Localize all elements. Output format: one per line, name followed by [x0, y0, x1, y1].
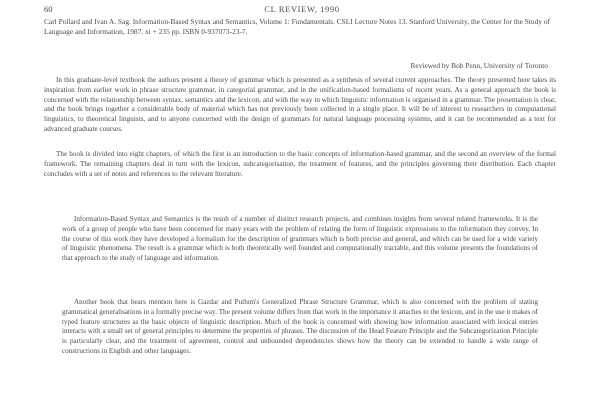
- page-number: 60: [44, 4, 53, 14]
- review-citation: Carl Pollard and Ivan A. Sag. Information-Based Syntax and Semantics, Volume 1: Fundamentals. CSLI Lecture Notes 13. Stanford University, the Center for the Study of Language and Information, 1987. xi + 235 pp. ISBN 0-937073-23-7.: [44, 17, 550, 36]
- running-head: CL REVIEW, 1990: [264, 4, 340, 14]
- reviewer-line: Reviewed by Bob Penn, University of Toronto: [410, 61, 548, 70]
- page-header: [44, 4, 560, 16]
- block-quote: Another book that bears mention here is Gazdar and Pullum's Generalized Phrase Structure Grammar, which is also concerned with the problem of stating grammatical generalisations in a formally precise way. The present volume differs from that work in the importance it attaches to the lexicon, and in the use it makes of typed feature structures as the basic objects of linguistic description. Much of the book is concerned with showing how information associated with lexical entries interacts with a small set of general principles to determine the properties of phrases. The discussion of the Head Feature Principle and the Subcategorization Principle is particularly clear, and the treatment of agreement, control and unbounded dependencies shows how the theory can be extended to handle a wide range of constructions in English and other languages.: [62, 298, 538, 355]
- block-quote: Information-Based Syntax and Semantics is the result of a number of distinct research projects, and combines insights from several related frameworks. It is the work of a group of people who have been concerned for many years with the problem of relating the form of linguistic expressions to the information they convey. In the course of this work they have developed a formalism for the description of grammars which is both precise and general, and which can be used for a wide variety of linguistic phenomena. The result is a grammar which is both theoretically well founded and computationally tractable, and this volume presents the foundations of that approach to the study of language and information.: [62, 215, 538, 262]
- body-paragraph: In this graduate-level textbook the authors present a theory of grammar which is presented as a synthesis of several current approaches. The theory presented here takes its inspiration from earlier work in phrase structure grammar, in categorial grammar, and in the unification-based formalisms of recent years. As a general approach the book is concerned with the relationship between syntax, semantics and the lexicon, and with the way in which linguistic information is organised in a grammar. The presentation is clear, and the book brings together a considerable body of material which has not previously been collected in a single place. It will be of interest to researchers in computational linguistics, to theoretical linguists, and to anyone concerned with the design of grammars for natural language processing systems, and it can be recommended as a text for advanced graduate courses.: [44, 76, 556, 133]
- body-paragraph: The book is divided into eight chapters, of which the first is an introduction to the basic concepts of information-based grammar, and the second an overview of the formal framework. The remaining chapters deal in turn with the lexicon, subcategorisation, the treatment of features, and the principles governing their distribution. Each chapter concludes with a set of notes and references to the relevant literature.: [44, 150, 556, 178]
